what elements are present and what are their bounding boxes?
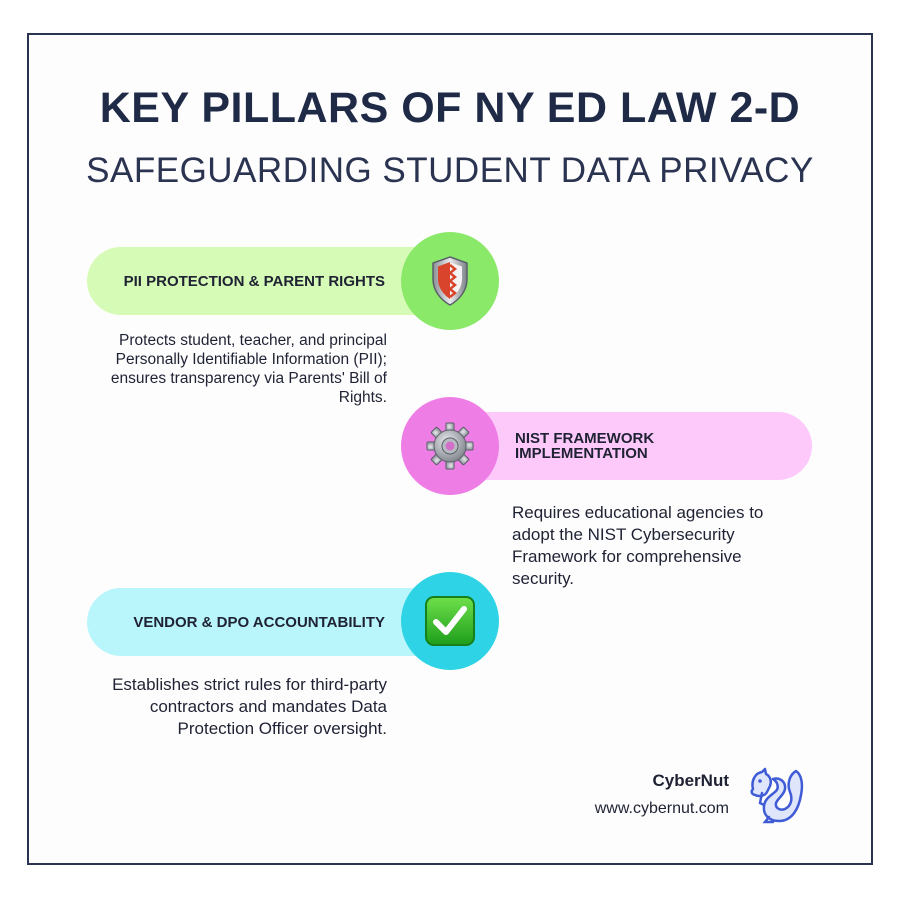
pillar-nist-icon-circle <box>401 397 499 495</box>
pillar-pii-icon-circle <box>401 232 499 330</box>
pillar-label: NIST FRAMEWORK IMPLEMENTATION <box>515 430 655 462</box>
website-link[interactable]: www.cybernut.com <box>594 800 729 817</box>
pillar-vendor-icon-circle <box>401 572 499 670</box>
pillar-nist-description: Requires educational agencies to adopt the NIST Cybersecurity Framework for comprehensive security. <box>512 503 764 588</box>
squirrel-logo-icon <box>745 765 805 827</box>
brand-name: CyberNut <box>652 771 729 790</box>
check-mark-icon <box>424 595 476 647</box>
pillar-label: VENDOR & DPO ACCOUNTABILITY <box>133 613 385 631</box>
pillar-label: PII PROTECTION & PARENT RIGHTS <box>123 272 385 290</box>
pillar-vendor-dpo-banner <box>87 588 447 656</box>
shield-icon <box>430 255 470 307</box>
pillar-vendor-description: Establishes strict rules for third-party contractors and mandates Data Protection Officer oversight. <box>112 675 387 738</box>
page-title: KEY PILLARS OF NY ED LAW 2-D <box>99 84 801 132</box>
pillar-pii-description: Protects student, teacher, and principal Personally Identifiable Information (PII); ensures transparency via Parents' Bill of Rights. <box>110 332 387 406</box>
pillar-pii-protection-banner <box>87 247 447 315</box>
gear-icon <box>426 422 474 470</box>
page-subtitle: SAFEGUARDING STUDENT DATA PRIVACY <box>86 151 814 190</box>
